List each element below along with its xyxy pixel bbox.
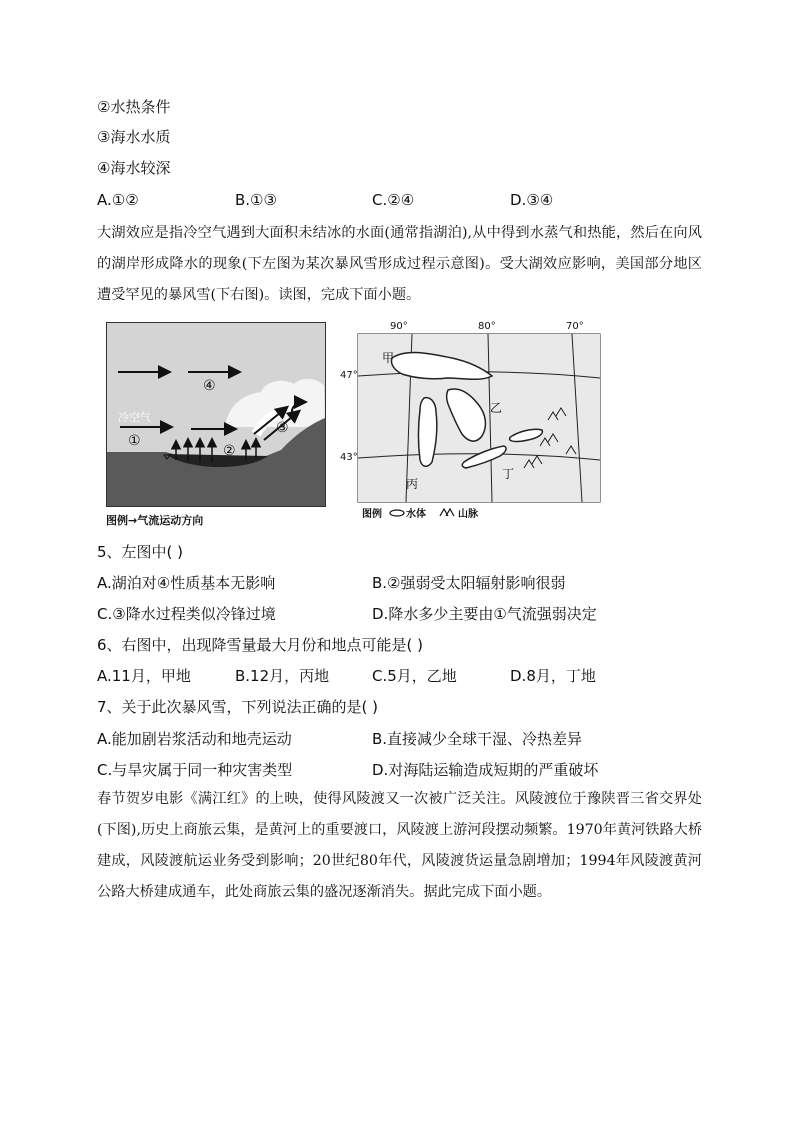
q7-option-a[interactable]: A.能加剧岩浆活动和地壳运动 <box>97 730 292 748</box>
q7-option-d[interactable]: D.对海陆运输造成短期的严重破坏 <box>372 761 599 779</box>
legend-label: 图例 <box>362 509 382 520</box>
lake-effect-diagram <box>106 322 326 507</box>
label-3: ③ <box>276 420 289 436</box>
prev-item-3: ③海水水质 <box>97 128 171 146</box>
place-ding: 丁 <box>502 467 515 481</box>
legend-water-label: 水体 <box>406 509 426 520</box>
legend-mountain-label: 山脉 <box>458 509 478 520</box>
water-legend-icon <box>390 510 404 516</box>
prev-option-b: B.①③ <box>235 191 277 209</box>
place-bing: 丙 <box>406 477 419 491</box>
great-lakes-map <box>340 318 604 522</box>
lat-label-47: 47° <box>340 370 358 381</box>
lon-label-80: 80° <box>478 321 496 332</box>
label-cold-air: 冷空气 <box>118 411 151 424</box>
lon-label-70: 70° <box>566 321 584 332</box>
q5-option-d[interactable]: D.降水多少主要由①气流强弱决定 <box>372 605 597 623</box>
question-6-stem: 6、右图中，出现降雪量最大月份和地点可能是( ) <box>97 636 424 654</box>
q5-option-b[interactable]: B.②强弱受太阳辐射影响很弱 <box>372 574 566 592</box>
place-yi: 乙 <box>490 401 503 415</box>
lon-label-90: 90° <box>390 321 408 332</box>
q6-option-c[interactable]: C.5月，乙地 <box>372 667 457 685</box>
q7-option-b[interactable]: B.直接减少全球干湿、冷热差异 <box>372 730 583 748</box>
label-1: ① <box>128 433 141 449</box>
place-jia: 甲 <box>382 351 395 365</box>
prev-option-d: D.③④ <box>510 191 554 209</box>
intro-paragraph-fenglingdu: 春节贺岁电影《满江红》的上映，使得风陵渡又一次被广泛关注。风陵渡位于豫陕晋三省交界处(下图),历史上商旅云集，是黄河上的重要渡口，风陵渡上游河段摆动频繁。1970年黄河铁路大桥建成，风陵渡航运业务受到影响；20世纪80年代，风陵渡货运量急剧增加；1994年风陵渡黄河公路大桥建成通车，此处商旅云集的盛况逐渐消失。据此完成下面小题。 <box>97 791 703 900</box>
left-figure-legend: 图例→气流运动方向 <box>106 514 204 527</box>
q6-option-a[interactable]: A.11月，甲地 <box>97 667 191 685</box>
q7-option-c[interactable]: C.与旱灾属于同一种灾害类型 <box>97 761 293 779</box>
lat-label-43: 43° <box>340 452 358 463</box>
question-5-stem: 5、左图中( ) <box>97 543 184 561</box>
prev-item-2: ②水热条件 <box>97 98 171 116</box>
prev-item-4: ④海水较深 <box>97 159 171 177</box>
q5-option-c[interactable]: C.③降水过程类似冷锋过境 <box>97 605 276 623</box>
q5-option-a[interactable]: A.湖泊对④性质基本无影响 <box>97 574 276 592</box>
prev-option-c: C.②④ <box>372 191 415 209</box>
q6-option-d[interactable]: D.8月，丁地 <box>510 667 596 685</box>
label-2: ② <box>223 443 236 459</box>
label-4: ④ <box>203 378 216 394</box>
intro-paragraph-lake-effect: 大湖效应是指冷空气遇到大面积未结冰的水面(通常指湖泊),从中得到水蒸气和热能，然后在向风的湖岸形成降水的现象(下左图为某次暴风雪形成过程示意图)。受大湖效应影响，美国部分地区遭受罕见的暴风雪(下右图)。读图，完成下面小题。 <box>97 225 702 303</box>
q6-option-b[interactable]: B.12月，丙地 <box>235 667 330 685</box>
question-7-stem: 7、关于此次暴风雪，下列说法正确的是( ) <box>97 698 379 716</box>
prev-option-a: A.①② <box>97 191 139 209</box>
